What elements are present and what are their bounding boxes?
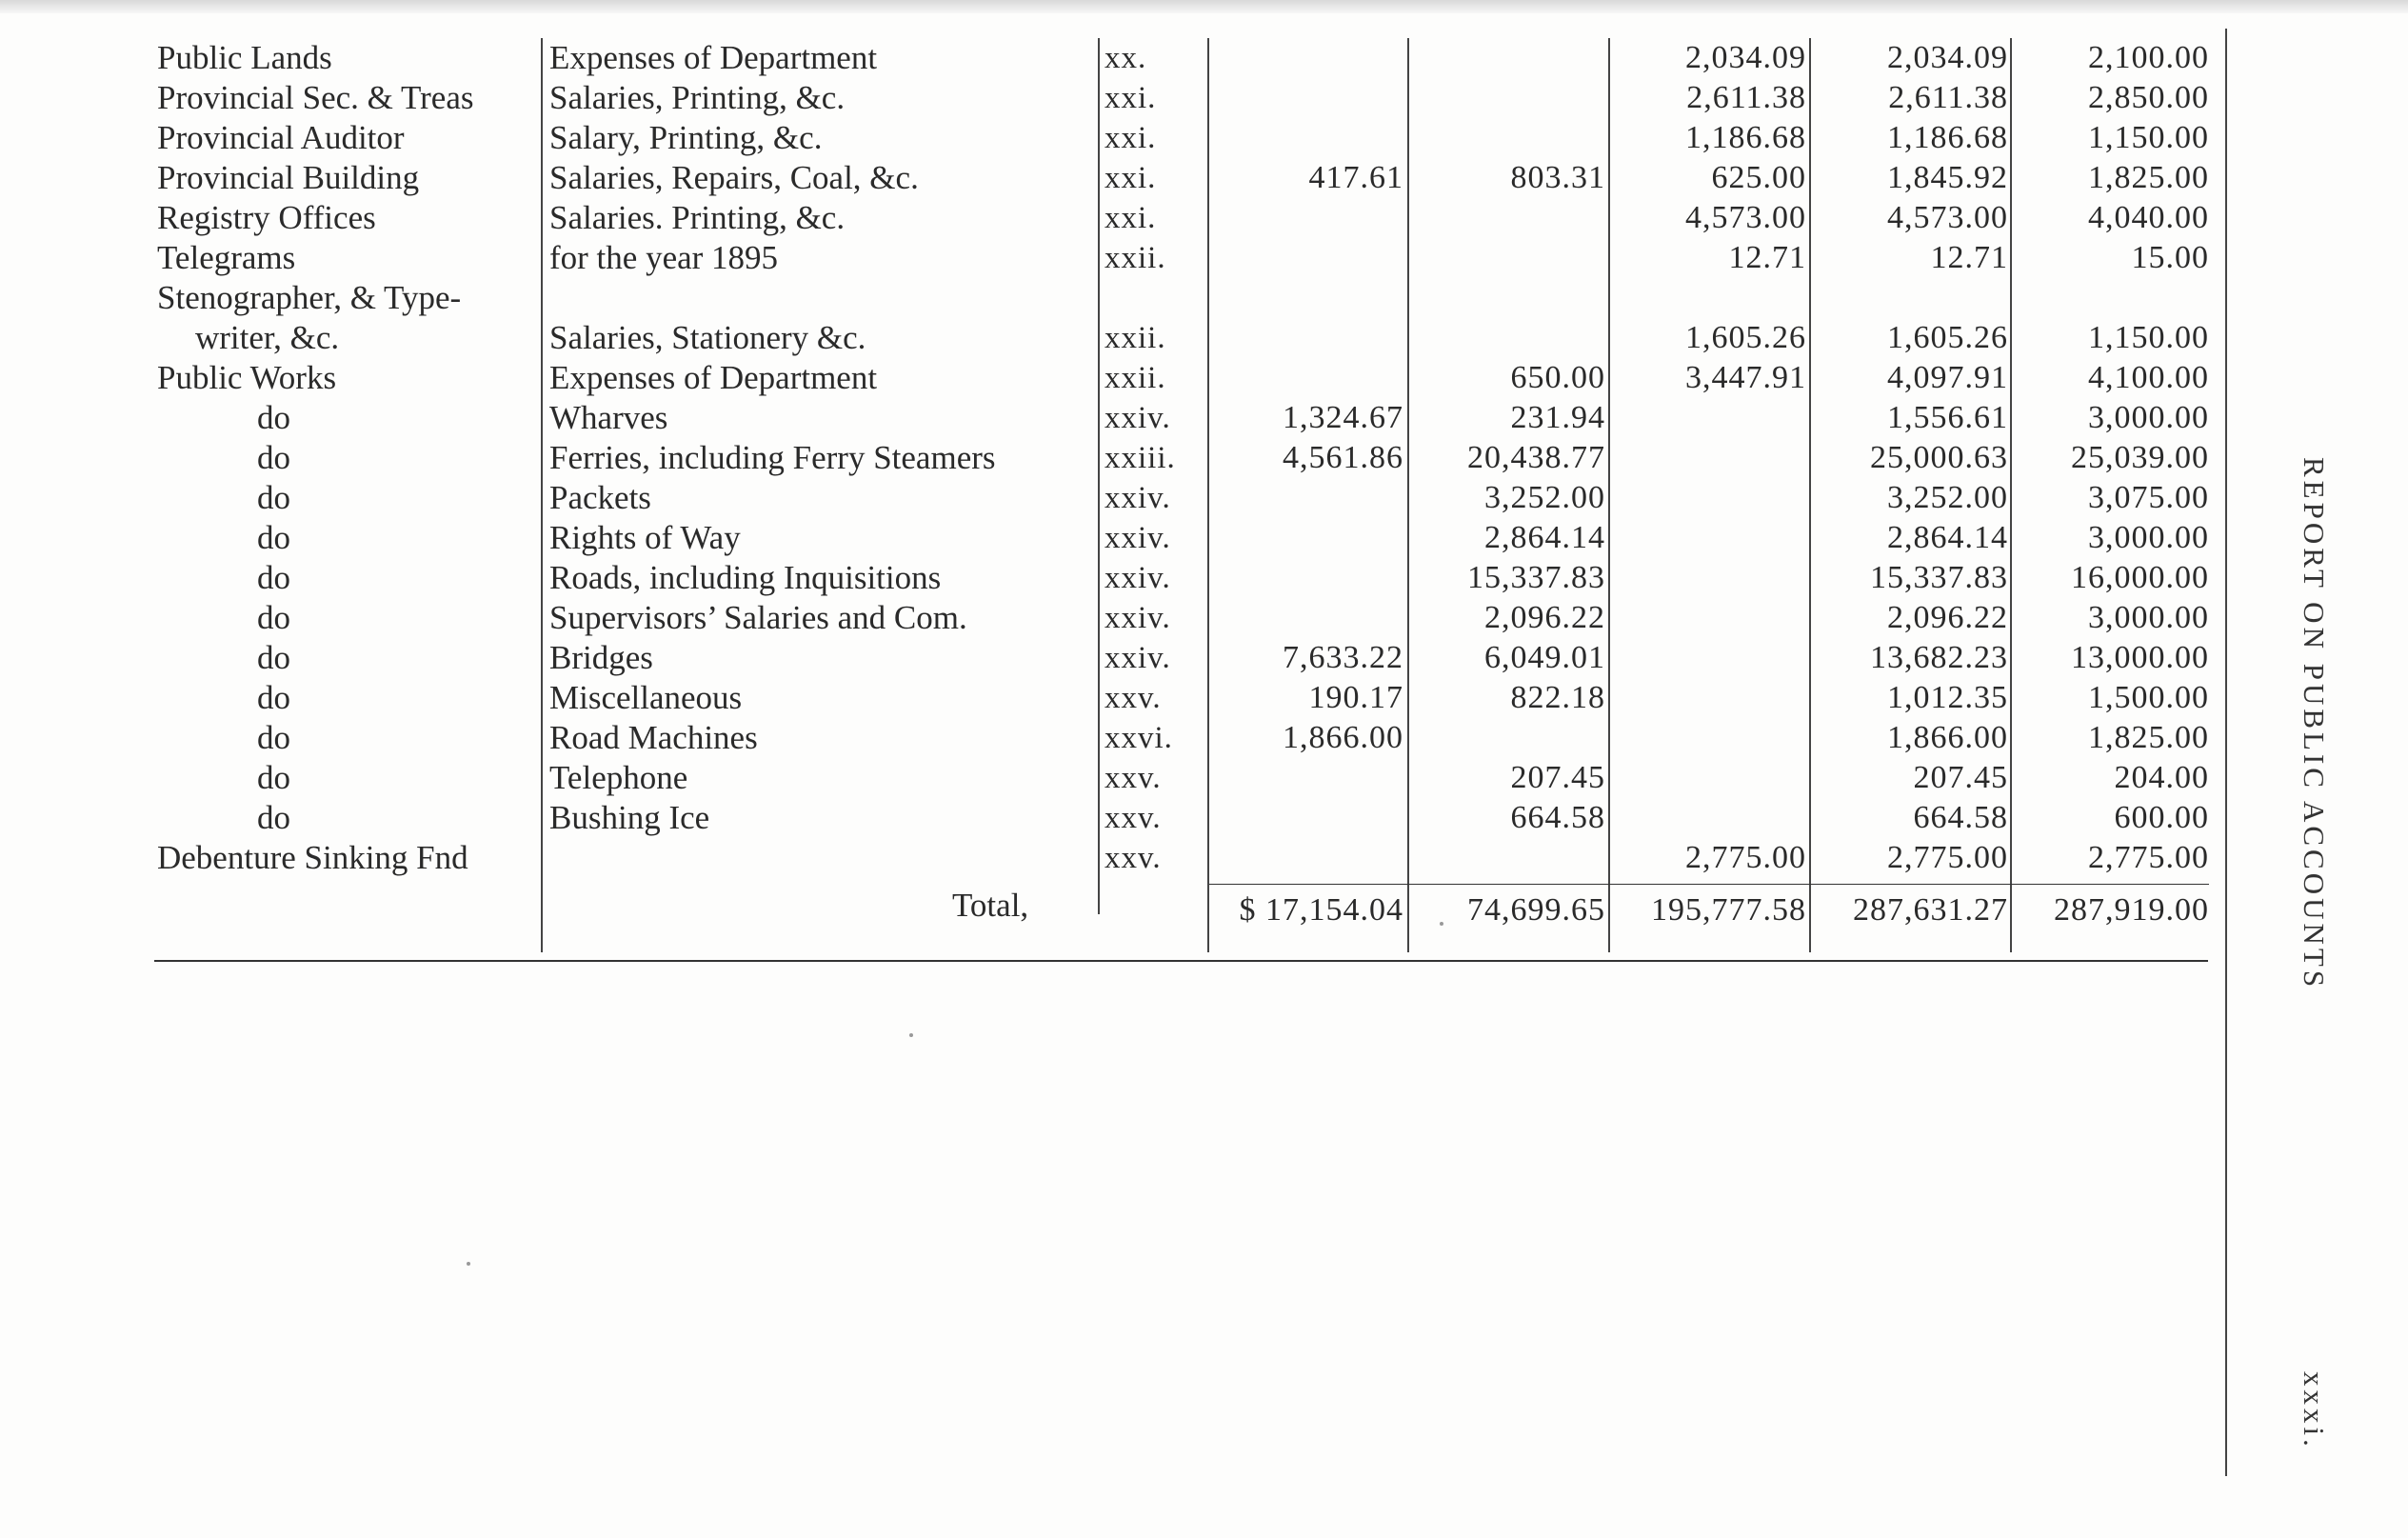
amount-cell: 3,252.00 [1887,480,2008,515]
column-rule [2010,38,2012,952]
item-description: Ferries, including Ferry Steamers [549,439,996,476]
amount-cell [1610,518,1806,558]
amount-cell: 4,100.00 [2088,360,2209,395]
scan-speck [467,1262,470,1266]
amount-cell [1207,118,1403,158]
amount-cell: 1,150.00 [2088,320,2209,355]
amount-cell: 1,186.68 [1887,120,2008,155]
amount-cell: 207.45 [1913,760,2008,795]
amount-cell: 3,000.00 [2088,520,2209,555]
schedule-ref: xxv. [1104,801,1162,835]
amount-cell [1207,78,1403,118]
amount-cell [1610,278,1806,318]
amount-cell: 1,866.00 [1887,720,2008,755]
amount-cell [1409,238,1605,278]
item-name: do [257,599,290,636]
amount-cell: 2,100.00 [2088,40,2209,75]
schedule-ref: xxv. [1104,841,1162,875]
amount-cell: 664.58 [1913,800,2008,835]
amount-cell: 190.17 [1308,680,1403,715]
amount-cell: 6,049.01 [1484,640,1605,675]
amount-cell: 1,150.00 [2088,120,2209,155]
amount-cell [1207,798,1403,838]
amount-cell [1610,638,1806,678]
amount-cell: 2,864.14 [1484,520,1605,555]
amount-cell: 4,573.00 [1685,200,1806,235]
item-name: Public Works [157,359,337,396]
amount-cell: 7,633.22 [1283,640,1403,675]
amount-cell: 664.58 [1510,800,1605,835]
amount-cell: 204.00 [2114,760,2209,795]
amount-cell: 1,012.35 [1887,680,2008,715]
amount-cell: 13,682.23 [1870,640,2008,675]
item-description: Supervisors’ Salaries and Com. [549,599,967,636]
amount-cell: 2,611.38 [1686,80,1806,115]
item-name: Provincial Auditor [157,119,405,156]
amount-cell [1610,478,1806,518]
amount-cell: 3,000.00 [2088,400,2209,435]
amount-cell: 2,611.38 [1888,80,2008,115]
amount-cell: 2,096.22 [1484,600,1605,635]
schedule-ref: xxi. [1104,121,1157,155]
schedule-ref: xxii. [1104,361,1166,395]
item-name: Registry Offices [157,199,376,236]
amount-cell: 2,850.00 [2088,80,2209,115]
schedule-ref: xxiv. [1104,521,1171,555]
schedule-ref: xxii. [1104,321,1166,355]
amount-cell [1610,598,1806,638]
running-head: REPORT ON PUBLIC ACCOUNTS [2298,457,2331,991]
item-name: do [257,479,290,516]
schedule-ref: xxii. [1104,241,1166,275]
schedule-ref: xxiv. [1104,561,1171,595]
amount-cell: 1,186.68 [1685,120,1806,155]
item-name: Stenographer, & Type- [157,279,462,316]
item-description: for the year 1895 [549,239,779,276]
amount-cell: 2,034.09 [1887,40,2008,75]
amount-cell: 2,034.09 [1685,40,1806,75]
amount-cell: 1,605.26 [1887,320,2008,355]
item-description: Roads, including Inquisitions [549,559,942,596]
amount-cell [1409,38,1605,78]
amount-cell [1207,278,1403,318]
total-value: 287,919.00 [2054,892,2209,928]
item-name: do [257,519,290,556]
amount-cell [1207,358,1403,398]
amount-cell: 13,000.00 [2071,640,2209,675]
amount-cell: 15.00 [2131,240,2209,275]
page-number: xxxi. [2298,1371,2331,1450]
amount-cell [1409,838,1605,878]
item-name: Provincial Building [157,159,420,196]
amount-cell [1610,438,1806,478]
amount-cell [1409,118,1605,158]
schedule-ref: xxiii. [1104,441,1176,475]
total-rule [1209,884,2209,885]
scan-speck [909,1033,913,1037]
schedule-ref: xxi. [1104,201,1157,235]
amount-cell [1610,398,1806,438]
amount-cell [1409,718,1605,758]
total-value: $ 17,154.04 [1239,892,1403,928]
amount-cell [1207,758,1403,798]
amount-cell [1207,518,1403,558]
amount-cell: 2,864.14 [1887,520,2008,555]
amount-cell: 822.18 [1510,680,1605,715]
amount-cell: 3,252.00 [1484,480,1605,515]
amount-cell: 20,438.77 [1467,440,1605,475]
amount-cell [1207,478,1403,518]
amount-cell: 3,447.91 [1685,360,1806,395]
item-name: do [257,639,290,676]
amount-cell: 1,500.00 [2088,680,2209,715]
schedule-ref: xxi. [1104,81,1157,115]
amount-cell: 3,000.00 [2088,600,2209,635]
amount-cell: 12.71 [1728,240,1806,275]
amount-cell [1409,278,1605,318]
amount-cell [1207,198,1403,238]
amount-cell [1207,318,1403,358]
item-description: Bridges [549,639,653,676]
amount-cell: 1,866.00 [1283,720,1403,755]
column-rule [541,38,543,952]
schedule-ref: xxvi. [1104,721,1173,755]
item-description: Packets [549,479,651,516]
amount-cell [1610,558,1806,598]
amount-cell: 15,337.83 [1870,560,2008,595]
schedule-ref: xx. [1104,41,1147,75]
total-value: 287,631.27 [1853,892,2008,928]
item-name: Provincial Sec. & Treas [157,79,474,116]
item-description: Salaries. Printing, &c. [549,199,846,236]
amount-cell: 16,000.00 [2071,560,2209,595]
page-right-rule [2225,29,2227,1476]
item-name: do [257,439,290,476]
item-description: Telephone [549,759,688,796]
amount-cell: 4,097.91 [1887,360,2008,395]
item-description: Salaries, Printing, &c. [549,79,846,116]
total-label: Total, [952,887,1029,924]
amount-cell [2013,278,2209,318]
item-name: Public Lands [157,39,332,76]
amount-cell: 1,556.61 [1887,400,2008,435]
amount-cell: 231.94 [1510,400,1605,435]
amount-cell: 1,605.26 [1685,320,1806,355]
amount-cell [1207,838,1403,878]
item-name: do [257,759,290,796]
amount-cell: 2,775.00 [1685,840,1806,875]
schedule-ref: xxiv. [1104,481,1171,515]
item-description: Rights of Way [549,519,741,556]
item-name: do [257,719,290,756]
column-rule [1098,38,1100,914]
amount-cell [1610,758,1806,798]
scan-edge [0,0,2408,13]
amount-cell: 417.61 [1308,160,1403,195]
amount-cell: 1,825.00 [2088,720,2209,755]
schedule-ref: xxi. [1104,161,1157,195]
table-bottom-rule [154,960,2208,962]
amount-cell [1409,78,1605,118]
amount-cell [1207,558,1403,598]
amount-cell: 4,561.86 [1283,440,1403,475]
amount-cell: 1,845.92 [1887,160,2008,195]
amount-cell: 12.71 [1930,240,2008,275]
amount-cell [1610,798,1806,838]
item-name: do [257,679,290,716]
item-name: Telegrams [157,239,296,276]
amount-cell [1207,38,1403,78]
item-name: do [257,399,290,436]
amount-cell: 2,775.00 [2088,840,2209,875]
amount-cell [1207,238,1403,278]
amount-cell: 600.00 [2114,800,2209,835]
item-name: writer, &c. [195,319,340,356]
amount-cell: 4,573.00 [1887,200,2008,235]
schedule-ref: xxiv. [1104,641,1171,675]
item-description: Bushing Ice [549,799,710,836]
amount-cell: 2,775.00 [1887,840,2008,875]
item-description: Wharves [549,399,668,436]
amount-cell: 650.00 [1510,360,1605,395]
amount-cell: 1,825.00 [2088,160,2209,195]
amount-cell [1207,598,1403,638]
column-rule [1809,38,1811,952]
amount-cell: 625.00 [1711,160,1806,195]
item-description: Expenses of Department [549,359,878,396]
amount-cell: 803.31 [1510,160,1605,195]
amount-cell: 2,096.22 [1887,600,2008,635]
amount-cell: 207.45 [1510,760,1605,795]
amount-cell: 3,075.00 [2088,480,2209,515]
amount-cell: 15,337.83 [1467,560,1605,595]
schedule-ref: xxv. [1104,761,1162,795]
item-description: Expenses of Department [549,39,878,76]
item-description: Road Machines [549,719,758,756]
amount-cell [1409,198,1605,238]
schedule-ref: xxv. [1104,681,1162,715]
amount-cell [1610,678,1806,718]
item-name: Debenture Sinking Fnd [157,839,468,876]
schedule-ref: xxiv. [1104,401,1171,435]
amount-cell: 25,039.00 [2071,440,2209,475]
amount-cell [1812,278,2008,318]
item-name: do [257,559,290,596]
total-value: 74,699.65 [1467,892,1605,928]
amount-cell: 4,040.00 [2088,200,2209,235]
item-name: do [257,799,290,836]
amount-cell: 1,324.67 [1283,400,1403,435]
amount-cell [1610,718,1806,758]
amount-cell: 25,000.63 [1870,440,2008,475]
schedule-ref: xxiv. [1104,601,1171,635]
amount-cell [1409,318,1605,358]
scan-speck [1440,922,1443,926]
item-description: Miscellaneous [549,679,743,716]
total-value: 195,777.58 [1651,892,1806,928]
item-description: Salary, Printing, &c. [549,119,823,156]
item-description: Salaries, Stationery &c. [549,319,866,356]
item-description: Salaries, Repairs, Coal, &c. [549,159,919,196]
